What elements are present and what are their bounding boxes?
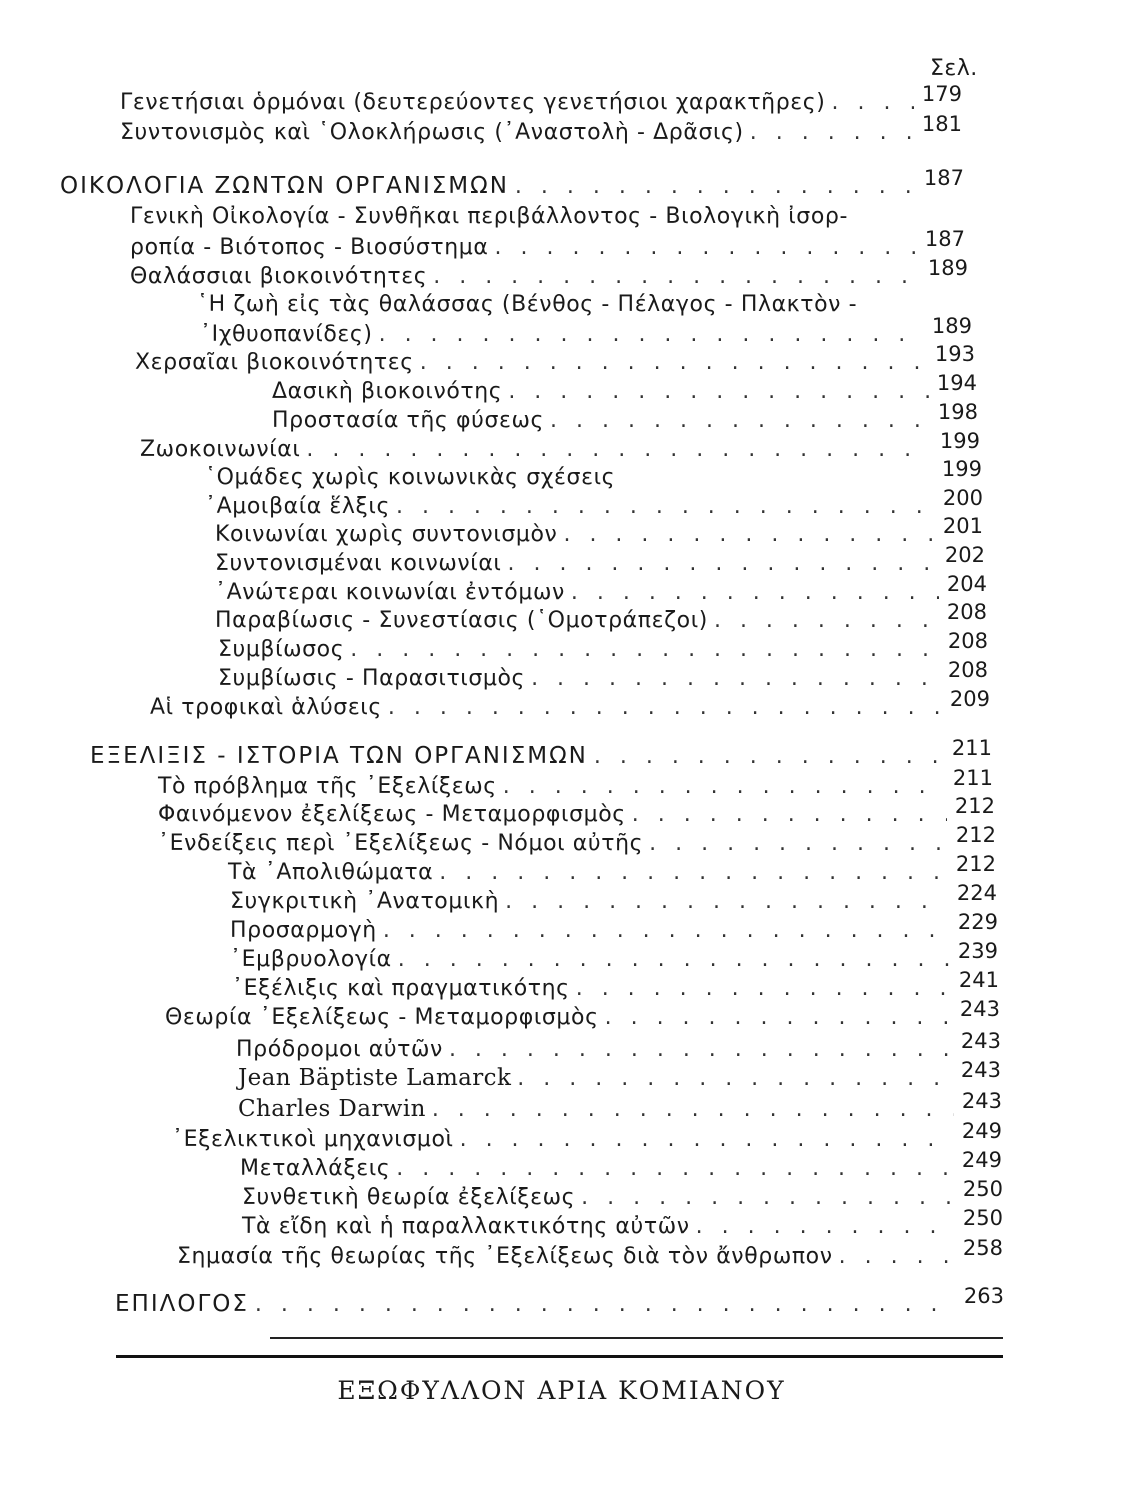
toc-entry-title: Χερσαῖαι βιοκοινότητες bbox=[135, 350, 414, 375]
toc-entry-title: ΟΙΚΟΛΟΓΙΑ ΖΩΝΤΩΝ ΟΡΓΑΝΙΣΜΩΝ bbox=[60, 173, 509, 199]
toc-entry-page: 204 bbox=[946, 572, 987, 596]
toc-entry-page: 243 bbox=[961, 1089, 1002, 1113]
leader-dots bbox=[831, 89, 913, 117]
toc-entry-page: 193 bbox=[934, 342, 975, 366]
leader-dots bbox=[649, 830, 948, 858]
leader-dots bbox=[581, 1184, 955, 1212]
cover-credit: ΕΞΩΦΥΛΛΟΝ ΑΡΙΑ ΚΟΜΙΑΝΟΥ bbox=[337, 1376, 786, 1405]
toc-entry bbox=[218, 658, 988, 693]
leader-dots bbox=[383, 917, 950, 945]
toc-entry bbox=[236, 1029, 1001, 1064]
toc-entry bbox=[130, 227, 965, 262]
toc-entry-page: 194 bbox=[936, 371, 977, 395]
toc-entry-page: 208 bbox=[947, 629, 988, 653]
toc-entry-page: 249 bbox=[961, 1119, 1002, 1143]
toc-entry-page: 208 bbox=[947, 658, 988, 682]
toc-entry-title: Γενικὴ Οἰκολογία - Συνθῆκαι περιβάλλοντος - Βιολογικὴ ἰσορ- bbox=[130, 204, 848, 229]
toc-entry-title: ᾿Ιχθυοπανίδες) bbox=[200, 322, 373, 347]
toc-entry bbox=[130, 203, 960, 231]
toc-entry-title: Συμβίωσος bbox=[218, 637, 345, 662]
toc-entry-title: ΕΠΙΛΟΓΟΣ bbox=[115, 1291, 249, 1317]
leader-dots bbox=[594, 743, 944, 771]
leader-dots bbox=[306, 436, 931, 464]
toc-entry-page: 211 bbox=[951, 736, 992, 760]
leader-dots bbox=[433, 263, 920, 291]
toc-entry-title: ᾿Εξελικτικοὶ μηχανισμοὶ bbox=[172, 1127, 454, 1152]
leader-dots bbox=[605, 1004, 952, 1032]
toc-entry-title: ᾿Ανώτεραι κοινωνίαι ἐντόμων bbox=[215, 580, 565, 605]
divider-rule-thin bbox=[270, 1337, 1003, 1339]
leader-dots bbox=[531, 665, 940, 693]
toc-entry-page: 241 bbox=[958, 968, 999, 992]
leader-dots bbox=[396, 1155, 954, 1183]
toc-entry bbox=[158, 794, 995, 829]
toc-entry-title: Προστασία τῆς φύσεως bbox=[272, 408, 545, 433]
leader-dots bbox=[255, 1291, 956, 1319]
toc-entry-title: ᾿Αμοιβαία ἕλξις bbox=[205, 494, 390, 519]
toc-entry-title: Τὰ ᾿Απολιθώματα bbox=[228, 860, 434, 885]
toc-entry-page: 249 bbox=[961, 1148, 1002, 1172]
toc-entry bbox=[272, 400, 978, 435]
toc-entry bbox=[228, 852, 996, 887]
toc-section-heading bbox=[60, 166, 964, 201]
toc-entry-page: 211 bbox=[952, 766, 993, 790]
toc-entry-page: 189 bbox=[927, 256, 968, 280]
toc-entry-title: Συντονισμὸς καὶ ῾Ολοκλήρωσις (᾿Αναστολὴ - Δρᾶσις) bbox=[120, 120, 744, 145]
toc-entry-title: Σημασία τῆς θεωρίας τῆς ᾿Εξελίξεως διὰ τὸν ἄνθρωπον bbox=[177, 1244, 833, 1269]
toc-entry-title: Τὰ εἴδη καὶ ἡ παραλλακτικότης αὐτῶν bbox=[242, 1214, 690, 1239]
leader-dots bbox=[505, 888, 949, 916]
leader-dots bbox=[388, 694, 942, 722]
leader-dots bbox=[350, 636, 940, 664]
toc-entry bbox=[230, 910, 998, 945]
toc-entry bbox=[272, 371, 977, 406]
toc-section-heading bbox=[115, 1284, 1004, 1319]
toc-entry bbox=[238, 1058, 1001, 1093]
toc-entry bbox=[242, 1206, 1003, 1241]
toc-entry-title: Συγκριτικὴ ᾿Ανατομικὴ bbox=[230, 889, 500, 914]
leader-dots bbox=[571, 579, 939, 607]
toc-entry bbox=[177, 1236, 1003, 1271]
leader-dots bbox=[517, 1065, 953, 1093]
toc-entry-title: Jean Bäptiste Lamarck bbox=[238, 1065, 512, 1091]
toc-entry-title: ᾿Ενδείξεις περὶ ᾿Εξελίξεως - Νόμοι αὐτῆς bbox=[158, 831, 644, 856]
toc-entry bbox=[197, 291, 967, 319]
toc-entry bbox=[205, 457, 982, 492]
toc-entry-title: Αἱ τροφικαὶ ἁλύσεις bbox=[150, 695, 382, 720]
leader-dots bbox=[508, 378, 929, 406]
toc-entry-page: 208 bbox=[946, 600, 987, 624]
toc-entry-title: Φαινόμενον ἐξελίξεως - Μεταμορφισμὸς bbox=[158, 802, 626, 827]
toc-entry-title: ῾Ομάδες χωρὶς κοινωνικὰς σχέσεις bbox=[205, 465, 616, 490]
leader-dots bbox=[696, 1213, 955, 1241]
toc-entry bbox=[215, 600, 987, 635]
toc-entry-title: Κοινωνίαι χωρὶς συντονισμὸν bbox=[215, 522, 558, 547]
leader-dots bbox=[439, 859, 948, 887]
toc-entry-title: Θαλάσσιαι βιοκοινότητες bbox=[130, 264, 428, 289]
leader-dots bbox=[420, 349, 927, 377]
toc-entry bbox=[120, 112, 962, 147]
toc-entry-page: 250 bbox=[962, 1177, 1003, 1201]
toc-entry-title: Τὸ πρόβλημα τῆς ᾿Εξελίξεως bbox=[158, 774, 497, 799]
toc-entry-title: Μεταλλάξεις bbox=[240, 1156, 391, 1181]
leader-dots bbox=[576, 975, 951, 1003]
leader-dots bbox=[396, 493, 935, 521]
toc-entry bbox=[218, 629, 988, 664]
toc-entry-page: 224 bbox=[956, 881, 997, 905]
toc-entry-title: Συνθετικὴ θεωρία ἐξελίξεως bbox=[242, 1185, 576, 1210]
toc-entry-page: 250 bbox=[962, 1206, 1003, 1230]
toc-entry-title: Charles Darwin bbox=[238, 1096, 426, 1122]
toc-entry-page: 243 bbox=[960, 1029, 1001, 1053]
toc-entry bbox=[215, 572, 987, 607]
toc-entry bbox=[165, 997, 1000, 1032]
toc-entry-page: 229 bbox=[957, 910, 998, 934]
toc-entry bbox=[158, 823, 996, 858]
divider-rule-thick bbox=[116, 1355, 1003, 1358]
toc-entry-page: 198 bbox=[937, 400, 978, 424]
toc-entry-page: 263 bbox=[963, 1284, 1004, 1308]
toc-entry bbox=[158, 766, 993, 801]
leader-dots bbox=[515, 173, 916, 201]
toc-entry bbox=[120, 82, 962, 117]
toc-entry bbox=[200, 314, 972, 349]
toc-entry-page: 200 bbox=[942, 486, 983, 510]
toc-entry-page: 187 bbox=[923, 166, 964, 190]
toc-entry bbox=[230, 881, 997, 916]
toc-entry-page: 199 bbox=[939, 429, 980, 453]
toc-entry bbox=[240, 1148, 1002, 1183]
toc-entry-title: ΕΞΕΛΙΞΙΣ - ΙΣΤΟΡΙΑ ΤΩΝ ΟΡΓΑΝΙΣΜΩΝ bbox=[90, 743, 588, 769]
toc-entry-title: Προσαρμογὴ bbox=[230, 918, 377, 943]
leader-dots bbox=[460, 1126, 954, 1154]
toc-entry-title: Συμβίωσις - Παρασιτισμὸς bbox=[218, 666, 526, 691]
toc-entry-page: 243 bbox=[959, 997, 1000, 1021]
toc-entry-title: Πρόδρομοι αὐτῶν bbox=[236, 1037, 443, 1062]
toc-entry-title: Ζωοκοινωνίαι bbox=[140, 437, 301, 462]
toc-entry bbox=[215, 543, 985, 578]
toc-entry-title: Δασικὴ βιοκοινότης bbox=[272, 379, 503, 404]
leader-dots bbox=[750, 119, 914, 147]
toc-entry-title: ῾Η ζωὴ εἰς τὰς θαλάσσας (Βένθος - Πέλαγος - Πλακτὸν - bbox=[197, 292, 858, 317]
leader-dots bbox=[379, 321, 924, 349]
leader-dots bbox=[495, 234, 917, 262]
toc-entry-page: 212 bbox=[954, 794, 995, 818]
toc-entry-title: Θεωρία ᾿Εξελίξεως - Μεταμορφισμὸς bbox=[165, 1005, 599, 1030]
toc-entry-page: 209 bbox=[949, 687, 990, 711]
toc-entry-page: 202 bbox=[944, 543, 985, 567]
toc-entry-title: ᾿Εμβρυολογία bbox=[230, 947, 392, 972]
toc-entry bbox=[135, 342, 975, 377]
leader-dots bbox=[632, 801, 947, 829]
toc-entry-title: ᾿Εξέλιξις καὶ πραγματικότης bbox=[232, 976, 570, 1001]
toc-entry-page: 243 bbox=[960, 1058, 1001, 1082]
page-column-label: Σελ. bbox=[930, 56, 978, 81]
toc-section-heading bbox=[90, 736, 992, 771]
leader-dots bbox=[714, 607, 939, 635]
toc-entry bbox=[205, 486, 983, 521]
toc-entry bbox=[172, 1119, 1002, 1154]
leader-dots bbox=[839, 1243, 955, 1271]
toc-entry bbox=[215, 514, 983, 549]
toc-entry-page: 181 bbox=[921, 112, 962, 136]
toc-entry-page: 187 bbox=[924, 227, 965, 251]
toc-entry-title: Γενετήσιαι ὁρμόναι (δευτερεύοντες γενετήσιοι χαρακτῆρες) bbox=[120, 90, 826, 115]
toc-entry bbox=[150, 687, 990, 722]
leader-dots bbox=[398, 946, 950, 974]
toc-entry-page: 201 bbox=[942, 514, 983, 538]
toc-entry-page: 258 bbox=[962, 1236, 1003, 1260]
toc-entry bbox=[232, 968, 999, 1003]
leader-dots bbox=[449, 1036, 953, 1064]
toc-entry bbox=[242, 1177, 1003, 1212]
toc-entry-page: 189 bbox=[931, 314, 972, 338]
leader-dots bbox=[503, 773, 945, 801]
toc-entry-page: 212 bbox=[955, 823, 996, 847]
toc-entry bbox=[140, 429, 980, 464]
toc-entry-page: 212 bbox=[955, 852, 996, 876]
toc-entry-title: Συντονισμέναι κοινωνίαι bbox=[215, 551, 502, 576]
leader-dots bbox=[432, 1096, 954, 1124]
toc-entry-title: ροπία - Βιότοπος - Βιοσύστημα bbox=[130, 235, 489, 260]
toc-entry-page: 239 bbox=[957, 939, 998, 963]
leader-dots bbox=[550, 407, 930, 435]
toc-entry bbox=[238, 1089, 1002, 1124]
toc-entry bbox=[230, 939, 998, 974]
toc-entry-page: 179 bbox=[921, 82, 962, 106]
toc-entry bbox=[130, 256, 968, 291]
toc-entry-page: 199 bbox=[941, 457, 982, 481]
leader-dots bbox=[507, 550, 936, 578]
toc-entry-title: Παραβίωσις - Συνεστίασις (῾Ομοτράπεζοι) bbox=[215, 608, 708, 633]
leader-dots bbox=[563, 521, 934, 549]
